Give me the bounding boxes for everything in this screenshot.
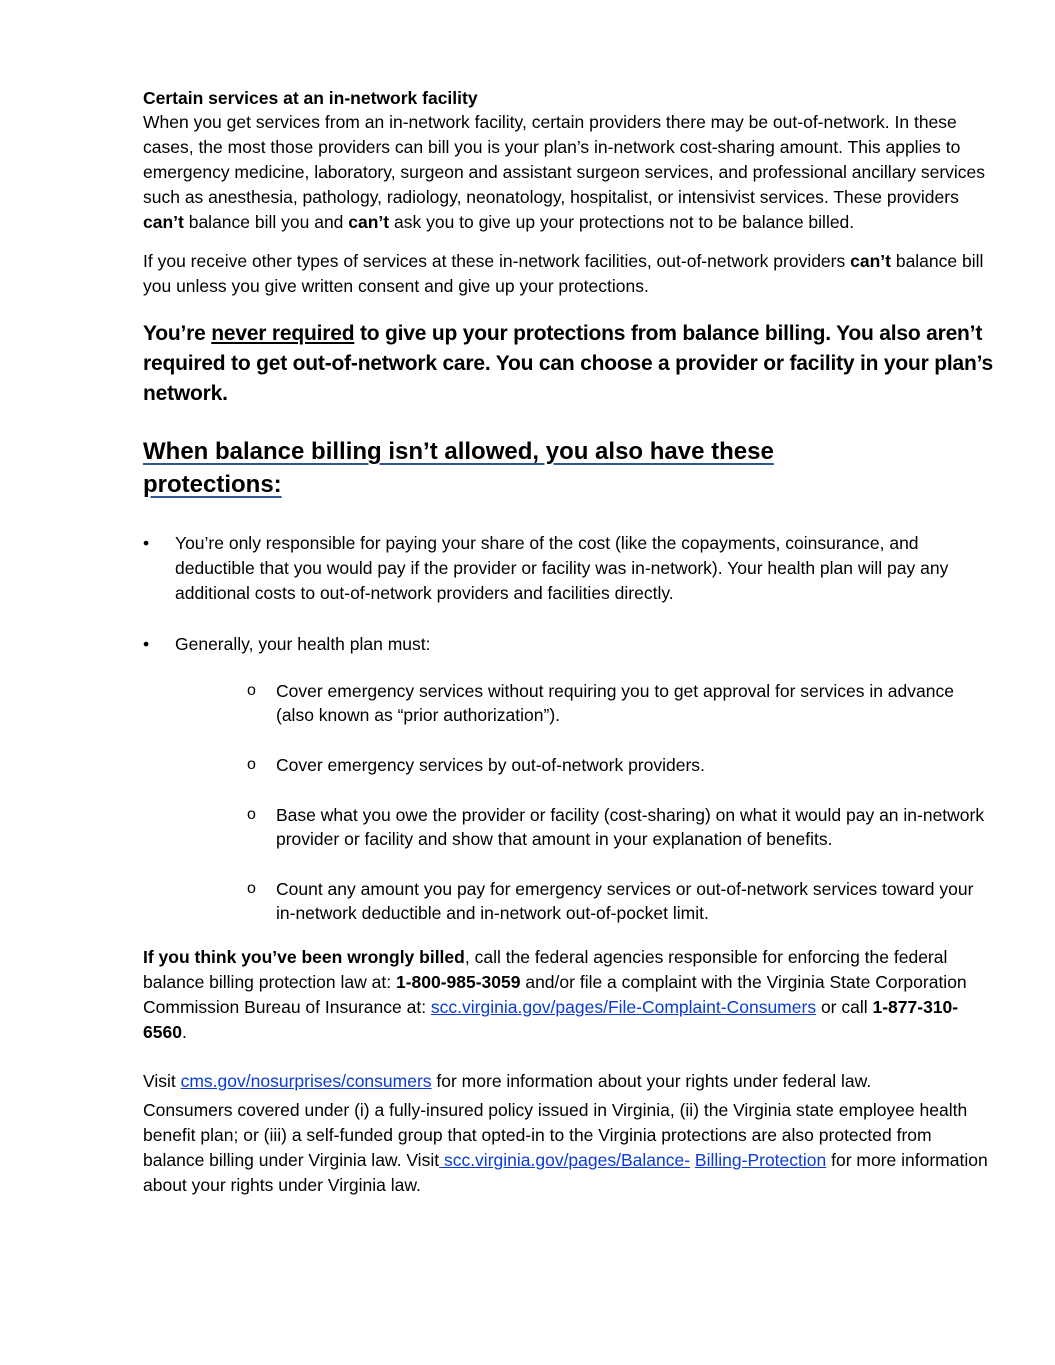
paragraph-in-network-facility [143,110,993,235]
protections-list [143,531,993,925]
text-run: or call [816,997,873,1017]
sub-list-item-text: Base what you owe the provider or facility (cost-sharing) on what it would pay an in-network provider or facility and show that amount in your explanation of benefits. [276,805,985,849]
link-balance-billing-protection-cont[interactable]: Billing-Protection [694,1150,827,1170]
underlined-never-required: never required [211,322,355,345]
text-run: ask you to give up your protections not to be balance billed. [389,212,855,232]
text-run: , call the federal agencies responsible for enforcing the federal balance billing protection law at: [143,947,948,992]
phone-virginia: 1-877-310-6560 [143,997,959,1042]
circle-bullet-icon: o [247,682,256,699]
bold-cant: can’t [348,212,390,232]
sub-list-item [175,803,993,851]
paragraph-visit-cms [143,1069,993,1094]
bullet-icon: • [143,533,150,553]
text-run: balance bill you unless you give written consent and give up your protections. [143,251,984,296]
list-item [143,632,993,925]
text-run: You’re [143,322,212,345]
link-balance-billing-protection[interactable]: scc.virginia.gov/pages/Balance- [439,1150,691,1170]
list-item [143,531,993,606]
link-cms-nosurprises[interactable]: cms.gov/nosurprises/consumers [180,1071,432,1091]
circle-bullet-icon: o [247,806,256,823]
text-run: When you get services from an in-network facility, certain providers there may be out-of-network. In these cases, the most those providers can bill you is your plan’s in-network cost-sharing amount. This applies to emergency medicine, laboratory, surgeon and assistant surgeon services, and professional ancillary services such as anesthesia, pathology, radiology, neonatology, hospitalist, or intensivist services. These providers [143,112,986,207]
paragraph-other-services [143,249,993,299]
sub-list-item [175,679,993,727]
text-run: to give up your protections from balance billing. You also aren’t required to get out-of-network care. You can choose a provider or facility in your plan’s network. [143,322,993,405]
paragraph-virginia-law [143,1098,993,1198]
link-file-complaint[interactable]: scc.virginia.gov/pages/File-Complaint-Consumers [430,997,817,1017]
text-run: balance bill you and [183,212,349,232]
callout-never-required [143,319,993,409]
phone-federal: 1-800-985-3059 [395,972,521,992]
health-plan-requirements-list [175,679,993,925]
list-item-text: Generally, your health plan must: [175,634,431,654]
bold-cant: can’t [850,251,891,271]
circle-bullet-icon: o [247,756,256,773]
sub-list-item-text: Count any amount you pay for emergency services or out-of-network services toward your in-network deductible and in-network out-of-pocket limit. [276,879,974,923]
list-item-text: You’re only responsible for paying your share of the cost (like the copayments, coinsurance, and deductible that you would pay if the provider or facility was in-network). Your health plan will pay any additional costs to out-of-network providers and facilities directly. [175,533,949,603]
sub-list-item [175,877,993,925]
circle-bullet-icon: o [247,880,256,897]
sub-list-item [175,753,993,777]
section-title-protections: When balance billing isn’t allowed, you also have these protections: [143,438,774,498]
text-run: and/or file a complaint with the Virginia State Corporation Commission Bureau of Insurance at: [143,972,967,1017]
text-run: Visit [143,1071,181,1091]
paragraph-wrongly-billed [143,945,993,1045]
section-heading-in-network-facility: Certain services at an in-network facility [143,88,478,108]
text-run: for more information about your rights under federal law. [431,1071,872,1091]
bullet-icon: • [143,634,150,654]
bold-wrongly-billed: If you think you’ve been wrongly billed [143,947,465,967]
sub-list-item-text: Cover emergency services by out-of-network providers. [276,755,705,775]
bold-cant: can’t [143,212,184,232]
text-run: Consumers covered under (i) a fully-insured policy issued in Virginia, (ii) the Virginia state employee health benefit plan; or (iii) a self-funded group that opted-in to the Virginia protections are also protected from balance billing under Virginia law. Visit [143,1100,968,1170]
text-run: for more information about your rights under Virginia law. [143,1150,988,1195]
text-run: . [181,1022,187,1042]
document-content [143,86,993,1198]
text-run: If you receive other types of services at these in-network facilities, out-of-network providers [143,251,851,271]
sub-list-item-text: Cover emergency services without requiring you to get approval for services in advance (also known as “prior authorization”). [276,681,954,725]
